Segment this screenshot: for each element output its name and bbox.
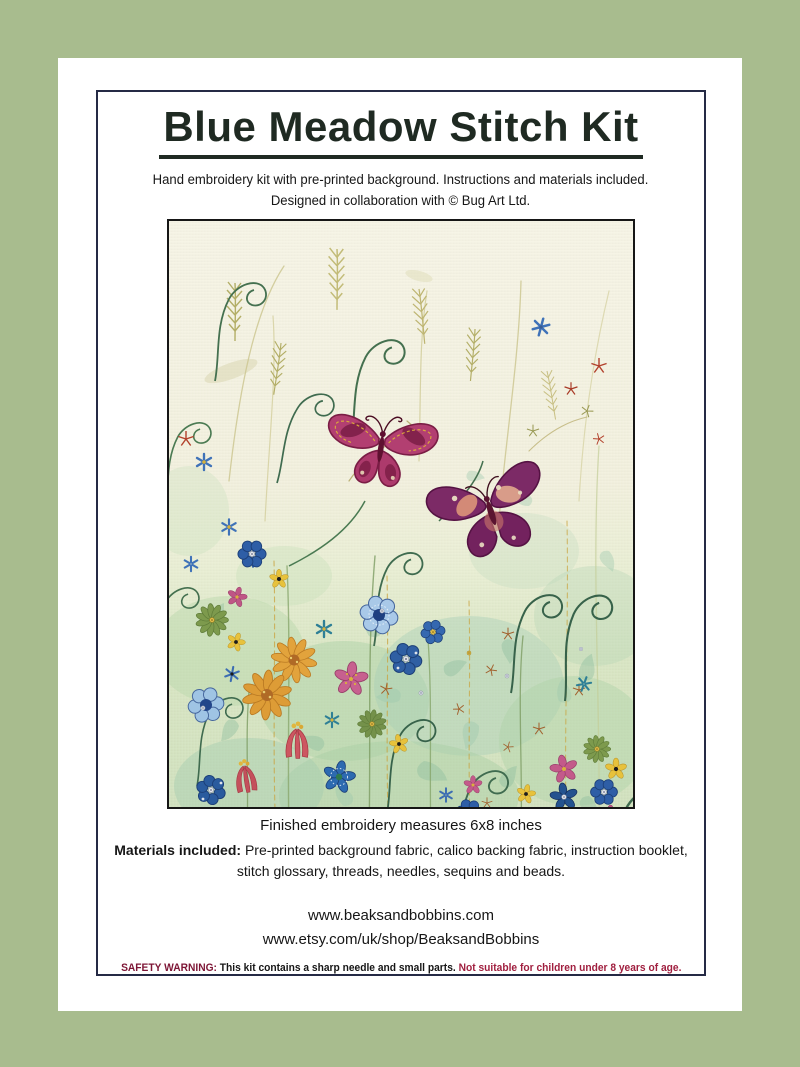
size-caption: Finished embroidery measures 6x8 inches — [260, 817, 542, 835]
safety-age-text: Not suitable for children under 8 years of age. — [458, 962, 682, 974]
materials-text: Pre-printed background fabric, calico backing fabric, instruction booklet, stitch glossary, threads, needles, sequins and beads. — [236, 842, 688, 879]
safety-label: SAFETY WARNING: — [120, 962, 217, 974]
shop-urls — [263, 904, 540, 952]
inner-frame — [96, 90, 706, 976]
subtitle-line-1: Hand embroidery kit with pre-printed background. Instructions and materials included. — [153, 172, 649, 188]
embroidery-photo — [167, 219, 635, 809]
website-url: www.beaksandbobbins.com — [308, 907, 494, 924]
leaflet-page — [58, 58, 742, 1011]
subtitle — [145, 170, 656, 212]
subtitle-line-2: Designed in collaboration with © Bug Art Ltd. — [271, 193, 531, 209]
safety-text: This kit contains a sharp needle and small parts. — [216, 962, 459, 974]
page-title: Blue Meadow Stitch Kit — [159, 104, 642, 159]
materials-line — [105, 840, 697, 881]
materials-label: Materials included: — [114, 842, 242, 859]
etsy-url: www.etsy.com/uk/shop/BeaksandBobbins — [262, 931, 540, 948]
safety-warning — [121, 962, 681, 974]
